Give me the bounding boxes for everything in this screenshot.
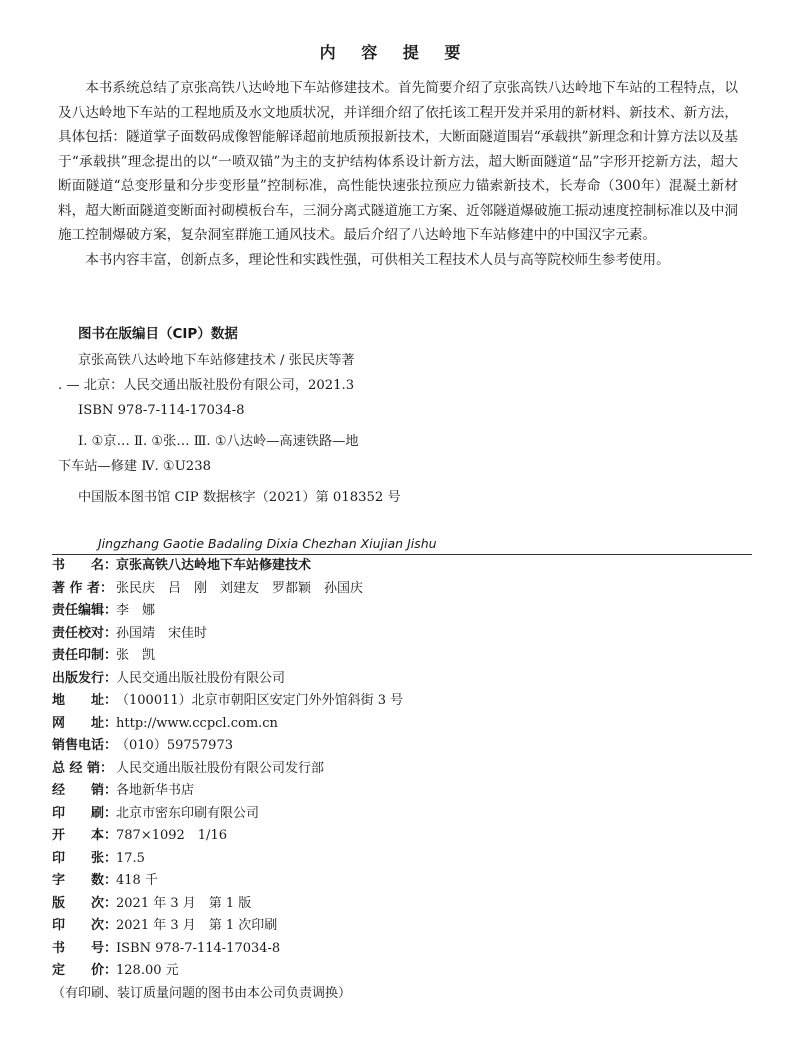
- colophon-label: 销售电话：: [52, 738, 118, 753]
- colophon-label: 版 次：: [52, 895, 118, 911]
- colophon-value: 17.5: [116, 850, 145, 866]
- cip-classification-line: 下车站—修建 Ⅳ. ①U238: [58, 459, 211, 474]
- colophon-label: 印 刷：: [52, 805, 118, 821]
- colophon-row-publisher: [52, 668, 752, 691]
- colophon-value: 各地新华书店: [116, 783, 195, 798]
- cip-heading: 图书在版编目（CIP）数据: [78, 326, 238, 342]
- colophon-value: 京张高铁八达岭地下车站修建技术: [116, 558, 312, 573]
- colophon-row-address: [52, 690, 752, 713]
- colophon-value: 张 凯: [116, 648, 156, 663]
- colophon-row-phone: [52, 735, 752, 758]
- colophon-value: 787×1092 1/16: [116, 828, 227, 843]
- colophon-label: 著 作 者：: [52, 580, 114, 596]
- colophon-value: 北京市密东印刷有限公司: [116, 805, 260, 821]
- colophon: [52, 554, 752, 1005]
- colophon-value: 人民交通出版社股份有限公司发行部: [116, 760, 325, 776]
- colophon-label: 印 张：: [52, 850, 118, 866]
- page-title: 内 容 提 要: [319, 43, 471, 62]
- colophon-label: 责任印制：: [52, 648, 118, 663]
- summary-paragraph: 本书系统总结了京张高铁八达岭地下车站修建技术。首先简要介绍了京张高铁八达岭地下车站的工程特点，以及八达岭地下车站的工程地质及水文地质状况，并详细介绍了依托该工程开发并采用的新材料、新技术、新方法，具体包括：隧道掌子面数码成像智能解译超前地质预报新技术，大断面隧道围岩“承载拱”新理念和计算方法以及基于“承载拱”理念提出的以“一喷双锚”为主的支护结构体系设计新方法，超大断面隧道“品”字形开挖新方法，超大断面隧道“总变形量和分步变形量”控制标准，高性能快速张拉预应力锚索新技术，长寿命（300年）混凝土新材料，超大断面隧道变断面衬砌模板台车，三洞分离式隧道施工方案、近邻隧道爆破施工振动速度控制标准以及中洞施工控制爆破方案，复杂洞室群施工通风技术。最后介绍了八达岭地下车站修建中的中国汉字元素。: [58, 80, 738, 243]
- colophon-value: http://www.ccpcl.com.cn: [116, 715, 278, 731]
- colophon-row-price: [52, 960, 752, 983]
- cip-record-number: 中国版本图书馆 CIP 数据核字（2021）第 018352 号: [78, 490, 401, 505]
- colophon-label: 定 价：: [52, 963, 118, 978]
- cip-title-line: 京张高铁八达岭地下车站修建技术 / 张民庆等著: [78, 353, 355, 368]
- colophon-value: 人民交通出版社股份有限公司: [116, 670, 286, 686]
- colophon-value: 孙国靖 宋佳时: [116, 625, 208, 641]
- content-summary: [58, 76, 738, 272]
- colophon-row-editor: [52, 600, 752, 623]
- cip-publisher-line: . — 北京：人民交通出版社股份有限公司，2021.3: [58, 378, 355, 393]
- colophon-row-retailer: [52, 780, 752, 803]
- colophon-value: 418 千: [116, 873, 158, 888]
- colophon-value: 128.00 元: [116, 963, 179, 978]
- colophon-label: 总 经 销：: [52, 760, 114, 776]
- colophon-label: 出版发行：: [52, 670, 118, 686]
- quality-note: （有印刷、装订质量问题的图书由本公司负责调换）: [52, 985, 352, 1001]
- colophon-value: 李 娜: [116, 603, 156, 618]
- colophon-label: 责任编辑：: [52, 603, 118, 618]
- colophon-row-proofreader: [52, 623, 752, 646]
- colophon-label: 书 号：: [52, 940, 118, 956]
- colophon-row-printer: [52, 803, 752, 826]
- colophon-value: （100011）北京市朝阳区安定门外外馆斜街 3 号: [116, 693, 404, 708]
- colophon-value: ISBN 978-7-114-17034-8: [116, 940, 281, 956]
- colophon-row-format: [52, 825, 752, 848]
- colophon-row-print-supervisor: [52, 645, 752, 668]
- colophon-label: 网 址：: [52, 715, 118, 731]
- colophon-row-website: [52, 713, 752, 736]
- colophon-row-edition: [52, 893, 752, 916]
- colophon-value: 2021 年 3 月 第 1 次印刷: [116, 918, 278, 933]
- colophon-label: 经 销：: [52, 783, 118, 798]
- colophon-value: （010）59757973: [116, 738, 233, 753]
- colophon-row-sheets: [52, 848, 752, 871]
- summary-paragraph: 本书内容丰富，创新点多，理论性和实践性强，可供相关工程技术人员与高等院校师生参考使用。: [85, 251, 670, 268]
- colophon-label: 字 数：: [52, 873, 118, 888]
- cip-classification-line: Ⅰ. ①京… Ⅱ. ①张… Ⅲ. ①八达岭—高速铁路—地: [78, 434, 359, 449]
- colophon-value: 2021 年 3 月 第 1 版: [116, 895, 252, 911]
- pinyin-title: Jingzhang Gaotie Badaling Dixia Chezhan Xiujian Jishu: [98, 536, 437, 551]
- colophon-label: 书 名：: [52, 558, 118, 573]
- colophon-label: 印 次：: [52, 918, 118, 933]
- colophon-label: 责任校对：: [52, 625, 118, 641]
- colophon-value: 张民庆 吕 刚 刘建友 罗都颖 孙国庆: [116, 580, 364, 596]
- cip-isbn-line: ISBN 978-7-114-17034-8: [78, 403, 245, 418]
- colophon-row-isbn: [52, 938, 752, 961]
- colophon-row-word-count: [52, 870, 752, 893]
- colophon-row-distributor: [52, 758, 752, 781]
- cip-block: [58, 348, 738, 510]
- colophon-row-authors: [52, 578, 752, 601]
- colophon-label: 地 址：: [52, 693, 118, 708]
- colophon-row-printing: [52, 915, 752, 938]
- colophon-row-title: [52, 555, 752, 578]
- colophon-label: 开 本：: [52, 828, 118, 843]
